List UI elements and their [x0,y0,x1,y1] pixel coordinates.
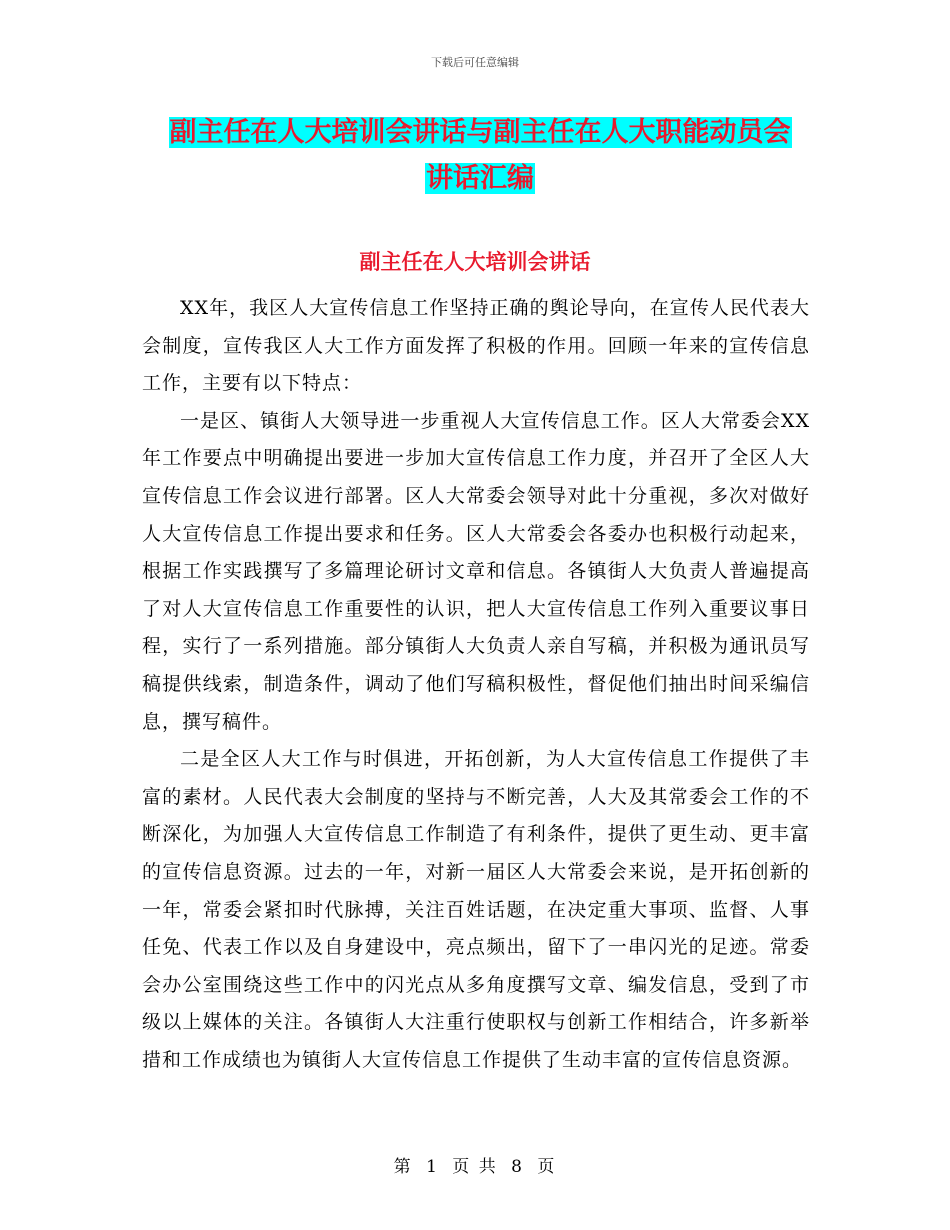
footer-total-pages: 8 [511,1157,524,1177]
header-note: 下载后可任意编辑 [431,56,519,69]
footer-suffix: 页 [537,1157,557,1177]
document-title-line-1: 副主任在人大培训会讲话与副主任在人大职能动员会 [169,117,791,148]
footer-middle: 页 共 [452,1157,498,1177]
paragraph-3: 二是全区人大工作与时俱进，开拓创新，为人大宣传信息工作提供了丰富的素材。人民代表大会制度的坚持与不断完善，人大及其常委会工作的不断深化，为加强人大宣传信息工作制造了有利条件，提供了更生动、更丰富的宣传信息资源。过去的一年，对新一届区人大常委会来说，是开拓创新的一年，常委会紧扣时代脉搏，关注百姓话题，在决定重大事项、监督、人事任免、代表工作以及自身建设中，亮点频出，留下了一串闪光的足迹。常委会办公室围绕这些工作中的闪光点从多角度撰写文章、编发信息，受到了市级以上媒体的关注。各镇街人大注重行使职权与创新工作相结合，许多新举措和工作成绩也为镇街人大宣传信息工作提供了生动丰富的宣传信息资源。 [142,748,810,1071]
paragraph-2: 一是区、镇街人大领导进一步重视人大宣传信息工作。区人大常委会XX年工作要点中明确提出要进一步加大宣传信息工作力度，并召开了全区人大宣传信息工作会议进行部署。区人大常委会领导对此十分重视，多次对做好人大宣传信息工作提出要求和任务。区人大常委会各委办也积极行动起来，根据工作实践撰写了多篇理论研讨文章和信息。各镇街人大负责人普遍提高了对人大宣传信息工作重要性的认识，把人大宣传信息工作列入重要议事日程，实行了一系列措施。部分镇街人大负责人亲自写稿，并积极为通讯员写稿提供线索，制造条件，调动了他们写稿积极性，督促他们抽出时间采编信息，撰写稿件。 [142,409,810,733]
footer-prefix: 第 [393,1157,413,1177]
page-footer [0,1152,950,1177]
document-title [150,110,810,202]
document-title-line-2: 讲话汇编 [426,163,534,194]
paragraph-1: XX年，我区人大宣传信息工作坚持正确的舆论导向，在宣传人民代表大会制度，宣传我区人大工作方面发挥了积极的作用。回顾一年来的宣传信息工作，主要有以下特点： [142,297,810,395]
footer-page-number: 1 [426,1157,439,1177]
section-title: 副主任在人大培训会讲话 [359,250,591,274]
body-text [142,290,810,1079]
